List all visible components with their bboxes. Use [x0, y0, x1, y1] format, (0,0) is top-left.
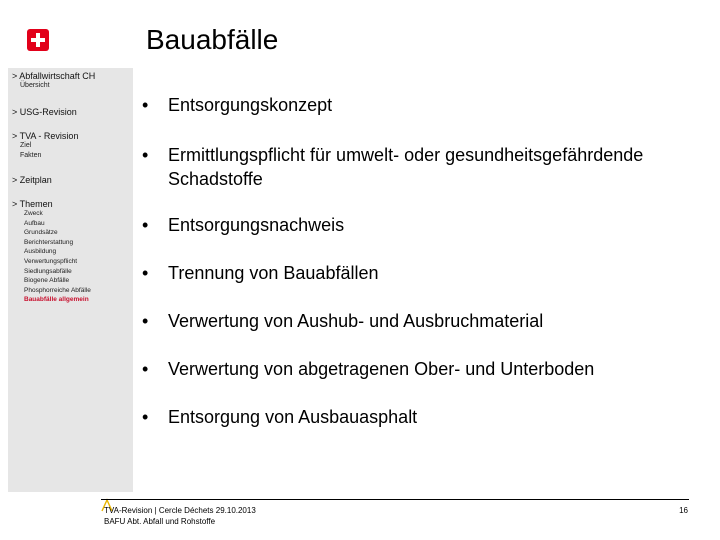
sidebar-item-phosphorreiche-abfaelle[interactable]: Phosphorreiche Abfälle — [24, 286, 91, 294]
sidebar-item-ziel[interactable]: Ziel — [20, 142, 32, 149]
bullet-text: Verwertung von abgetragenen Ober- und Unterboden — [168, 359, 595, 379]
sidebar-section-abfallwirtschaft[interactable] — [12, 71, 95, 91]
sidebar-item-fakten[interactable]: Fakten — [20, 151, 42, 159]
bullet-text: Schadstoffe — [168, 169, 263, 189]
footer-line-2: BAFU Abt. Abfall und Rohstoffe — [104, 517, 216, 526]
sidebar-section-zeitplan[interactable] — [12, 175, 52, 185]
bullet-icon: • — [142, 145, 149, 165]
footer-text — [104, 505, 256, 527]
sidebar-section-label[interactable]: > Abfallwirtschaft CH — [12, 71, 96, 81]
sidebar-item-grundsaetze[interactable]: Grundsätze — [24, 229, 58, 237]
sidebar-section-tva[interactable] — [12, 131, 78, 160]
sidebar-item-zweck[interactable]: Zweck — [24, 210, 43, 217]
bullet-icon: • — [142, 311, 149, 331]
bullet-icon: • — [142, 359, 149, 379]
sidebar-section-label[interactable]: > USG-Revision — [12, 107, 77, 117]
bullet-text: Entsorgungskonzept — [168, 95, 333, 115]
bullet-text: Entsorgung von Ausbauasphalt — [168, 407, 418, 427]
bullet-text: Entsorgungsnachweis — [168, 215, 345, 235]
sidebar-nav — [8, 68, 133, 492]
sidebar-item-biogene-abfaelle[interactable]: Biogene Abfälle — [24, 277, 70, 285]
swiss-cross-icon — [27, 29, 49, 51]
footer-divider — [101, 499, 689, 500]
sidebar-item-ausbildung[interactable]: Ausbildung — [24, 248, 57, 256]
bullet-icon: • — [142, 95, 149, 115]
sidebar-section-themen[interactable] — [12, 199, 91, 305]
sidebar-item-siedlungsabfaelle[interactable]: Siedlungsabfälle — [24, 267, 72, 275]
sidebar-section-usg[interactable] — [12, 107, 77, 117]
sidebar-item-aufbau[interactable]: Aufbau — [24, 219, 45, 227]
bullet-icon: • — [142, 407, 149, 427]
bullet-text: Trennung von Bauabfällen — [168, 263, 379, 283]
bullet-icon: • — [142, 215, 149, 235]
sidebar-item-bauabfaelle-allgemein[interactable]: Bauabfälle allgemein — [24, 296, 89, 304]
page-title: Bauabfälle — [146, 24, 279, 55]
bullet-icon: • — [142, 263, 149, 283]
sidebar-item-verwertungspflicht[interactable]: Verwertungspflicht — [24, 257, 78, 265]
page-number: 16 — [679, 506, 688, 515]
bullet-text: Ermittlungspflicht für umwelt- oder gesundheitsgefährdende — [168, 145, 644, 165]
sidebar-section-label[interactable]: > Zeitplan — [12, 175, 52, 185]
sidebar-section-label[interactable]: > TVA - Revision — [12, 131, 79, 141]
footer-line-1: TVA-Revision | Cercle Déchets 29.10.2013 — [104, 506, 256, 515]
bullet-text: Verwertung von Aushub- und Ausbruchmaterial — [168, 311, 544, 331]
sidebar-item-uebersicht[interactable]: Übersicht — [20, 82, 50, 89]
sidebar-section-label[interactable]: > Themen — [12, 199, 53, 209]
sidebar-item-berichterstattung[interactable]: Berichterstattung — [24, 238, 74, 246]
